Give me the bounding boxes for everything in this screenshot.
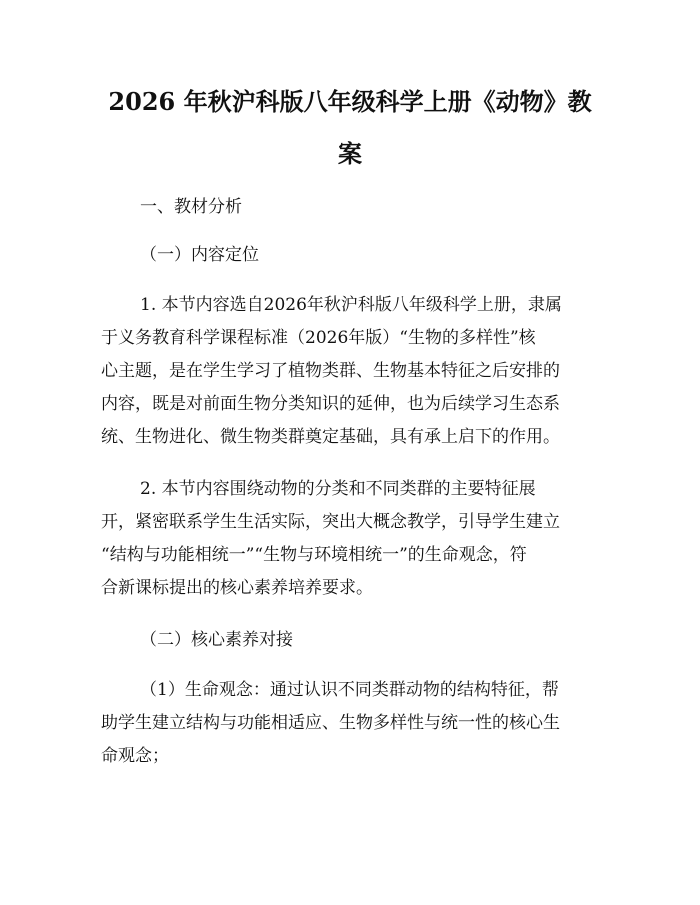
paragraph-2-line-3: “结构与功能相统一”“生物与环境相统一”的生命观念，符 (101, 545, 527, 565)
paragraph-1-line-1: 1. 本节内容选自2026年秋沪科版八年级科学上册，隶属 (140, 295, 562, 315)
paragraph-2-line-4: 合新课标提出的核心素养培养要求。 (101, 578, 373, 598)
document-title-line-2: 案 (338, 139, 362, 168)
paragraph-3-line-3: 命观念； (101, 746, 169, 766)
paragraph-1-line-2: 于义务教育科学课程标准（2026年版）“生物的多样性”核 (101, 328, 536, 348)
subsection-heading-core-literacy: （二）核心素养对接 (140, 630, 293, 650)
paragraph-1-line-4: 内容，既是对前面生物分类知识的延伸，也为后续学习生态系 (101, 394, 560, 414)
paragraph-3-line-2: 助学生建立结构与功能相适应、生物多样性与统一性的核心生 (101, 713, 560, 733)
paragraph-3-line-1: （1）生命观念：通过认识不同类群动物的结构特征，帮 (140, 680, 559, 700)
paragraph-1-line-3: 心主题，是在学生学习了植物类群、生物基本特征之后安排的 (101, 361, 560, 381)
paragraph-1-line-5: 统、生物进化、微生物类群奠定基础，具有承上启下的作用。 (101, 427, 560, 447)
subsection-heading-content-positioning: （一）内容定位 (140, 245, 259, 265)
paragraph-2-line-1: 2. 本节内容围绕动物的分类和不同类群的主要特征展 (140, 479, 536, 499)
document-title-line-1: 2026 年秋沪科版八年级科学上册《动物》教 (108, 87, 592, 116)
section-heading-textbook-analysis: 一、教材分析 (140, 197, 242, 217)
paragraph-2-line-2: 开，紧密联系学生生活实际，突出大概念教学，引导学生建立 (101, 512, 560, 532)
